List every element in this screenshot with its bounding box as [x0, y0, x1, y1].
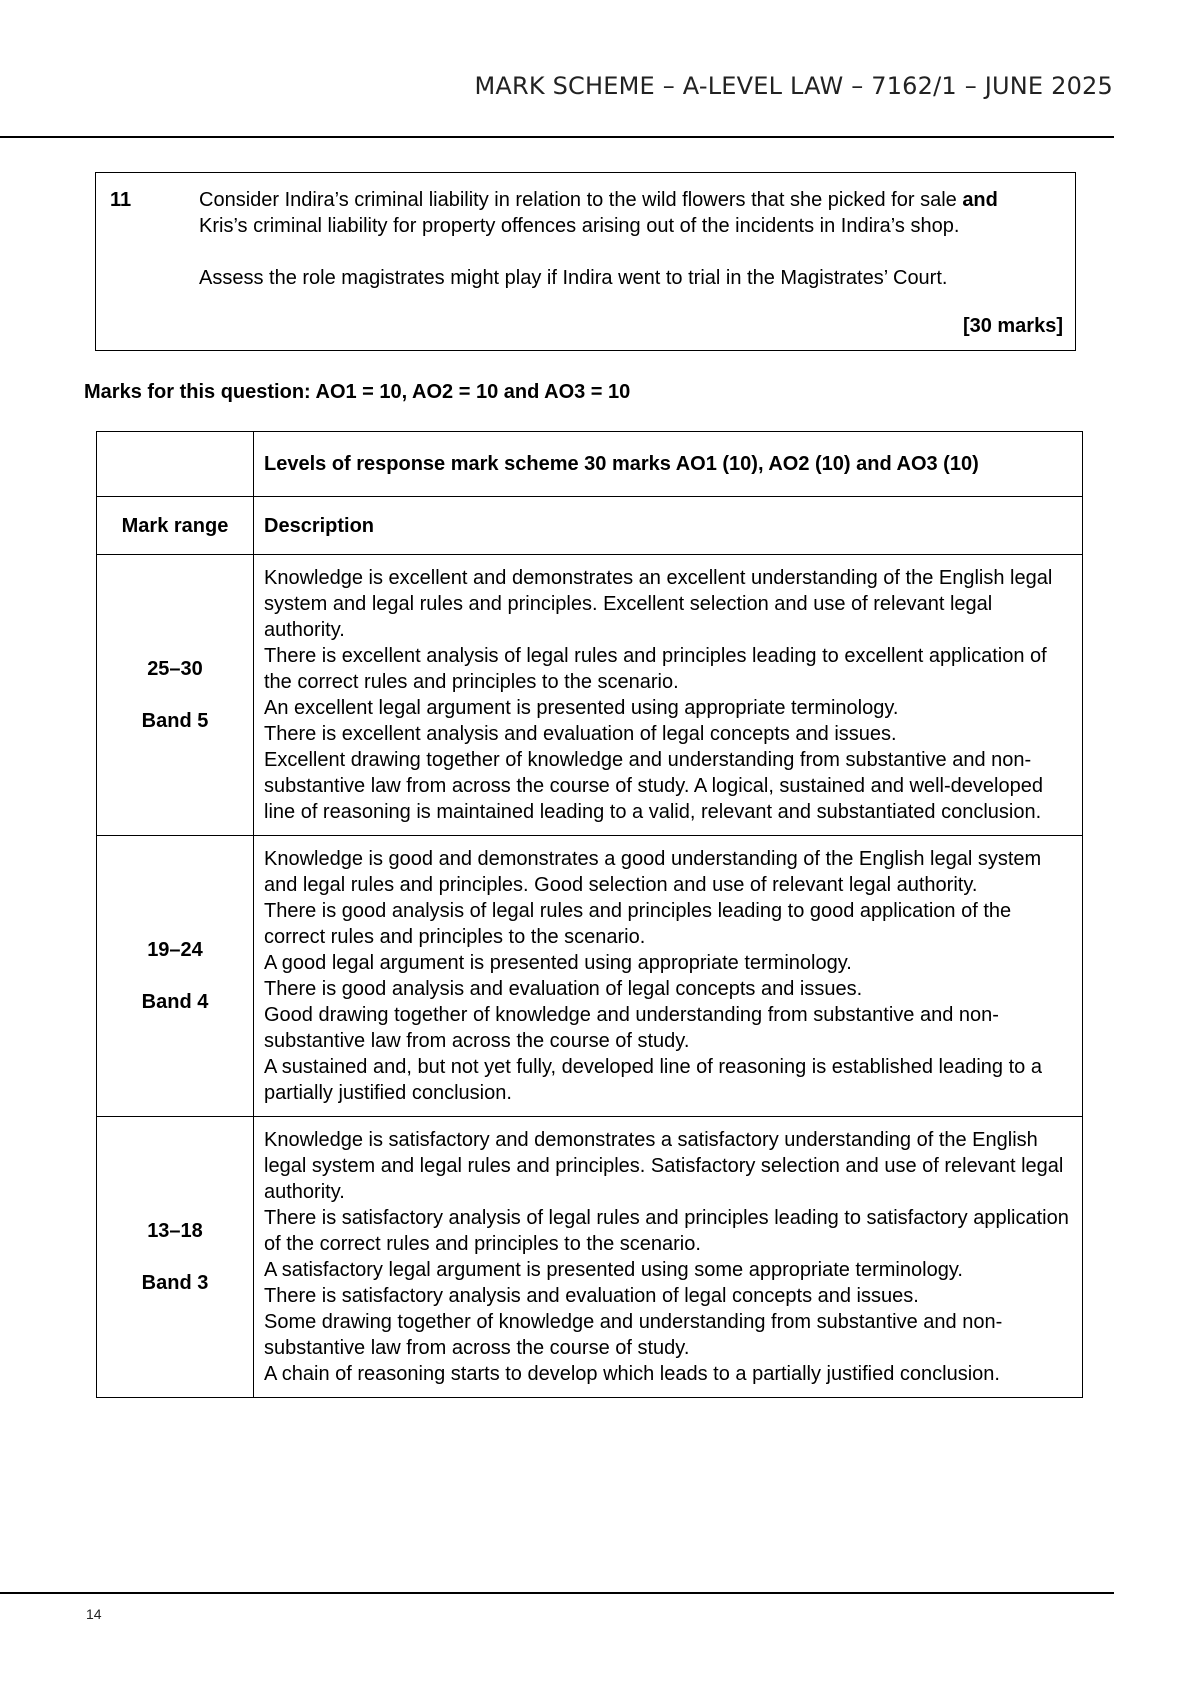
description-line: There is satisfactory analysis and evaluation of legal concepts and issues. — [264, 1285, 919, 1307]
description-line: A chain of reasoning starts to develop which leads to a partially justified conclusion. — [264, 1363, 1000, 1385]
description-line: A satisfactory legal argument is presented using some appropriate terminology. — [264, 1259, 963, 1281]
band-label: Band 4 — [141, 991, 209, 1013]
description-line: Knowledge is excellent and demonstrates an excellent understanding of the English legal system and legal rules and principles. Excellent selection and use of relevant legal authority. — [264, 567, 1053, 641]
table-row — [97, 555, 1083, 836]
description-line: A sustained and, but not yet fully, developed line of reasoning is established leading to a partially justified conclusion. — [264, 1056, 1042, 1104]
description-line: Knowledge is satisfactory and demonstrates a satisfactory understanding of the English legal system and legal rules and principles. Satisfactory selection and use of relevant legal authority. — [264, 1129, 1064, 1203]
page-number: 14 — [86, 1606, 102, 1622]
question-marks: [30 marks] — [962, 315, 1063, 337]
levels-table — [96, 431, 1083, 1398]
question-part-1-a: Consider Indira’s criminal liability in relation to the wild flowers that she picked for sale — [199, 189, 963, 211]
table-title-row — [97, 432, 1083, 497]
question-and-keyword: and — [962, 189, 998, 211]
band-mark-range: 19–24 — [147, 939, 203, 961]
page-header: MARK SCHEME – A-LEVEL LAW – 7162/1 – JUNE 2025 — [474, 72, 1113, 100]
description-line: There is good analysis of legal rules and principles leading to good application of the correct rules and principles to the scenario. — [264, 900, 1012, 948]
description-line: Good drawing together of knowledge and understanding from substantive and non-substantive law from across the course of study. — [264, 1004, 999, 1052]
column-header-description: Description — [254, 497, 1083, 555]
question-box — [95, 172, 1076, 351]
column-header-mark-range: Mark range — [97, 497, 254, 555]
band-label: Band 3 — [141, 1272, 209, 1294]
band-cell — [97, 1117, 254, 1398]
description-line: There is excellent analysis of legal rules and principles leading to excellent application of the correct rules and principles to the scenario. — [264, 645, 1047, 693]
table-title-blank-cell — [97, 432, 254, 497]
band-label: Band 5 — [141, 710, 209, 732]
assessment-objective-marks: Marks for this question: AO1 = 10, AO2 = 10 and AO3 = 10 — [84, 381, 631, 403]
description-line: Excellent drawing together of knowledge and understanding from substantive and non-substantive law from across the course of study. A logical, sustained and well-developed line of reasoning is maintained leading to a valid, relevant and substantiated conclusion. — [264, 749, 1043, 823]
question-part-2: Assess the role magistrates might play if Indira went to trial in the Magistrates’ Court. — [199, 267, 948, 289]
band-description — [254, 555, 1083, 836]
band-cell — [97, 836, 254, 1117]
description-line: There is satisfactory analysis of legal rules and principles leading to satisfactory application of the correct rules and principles to the scenario. — [264, 1207, 1069, 1255]
footer-rule — [0, 1592, 1114, 1594]
question-text — [199, 187, 1029, 291]
description-line: There is excellent analysis and evaluation of legal concepts and issues. — [264, 723, 897, 745]
table-header-row — [97, 497, 1083, 555]
description-line: Knowledge is good and demonstrates a good understanding of the English legal system and legal rules and principles. Good selection and use of relevant legal authority. — [264, 848, 1042, 896]
band-cell — [97, 555, 254, 836]
band-description — [254, 1117, 1083, 1398]
description-line: An excellent legal argument is presented using appropriate terminology. — [264, 697, 899, 719]
band-mark-range: 13–18 — [147, 1220, 203, 1242]
table-row — [97, 1117, 1083, 1398]
band-mark-range: 25–30 — [147, 658, 203, 680]
question-number: 11 — [110, 189, 132, 211]
question-part-1-b: Kris’s criminal liability for property offences arising out of the incidents in Indira’s shop. — [199, 215, 960, 237]
table-row — [97, 836, 1083, 1117]
band-description — [254, 836, 1083, 1117]
question-part-1 — [199, 187, 1029, 239]
description-line: There is good analysis and evaluation of legal concepts and issues. — [264, 978, 863, 1000]
table-title: Levels of response mark scheme 30 marks AO1 (10), AO2 (10) and AO3 (10) — [254, 432, 1083, 497]
description-line: A good legal argument is presented using appropriate terminology. — [264, 952, 852, 974]
header-rule — [0, 136, 1114, 138]
description-line: Some drawing together of knowledge and understanding from substantive and non-substantive law from across the course of study. — [264, 1311, 1003, 1359]
